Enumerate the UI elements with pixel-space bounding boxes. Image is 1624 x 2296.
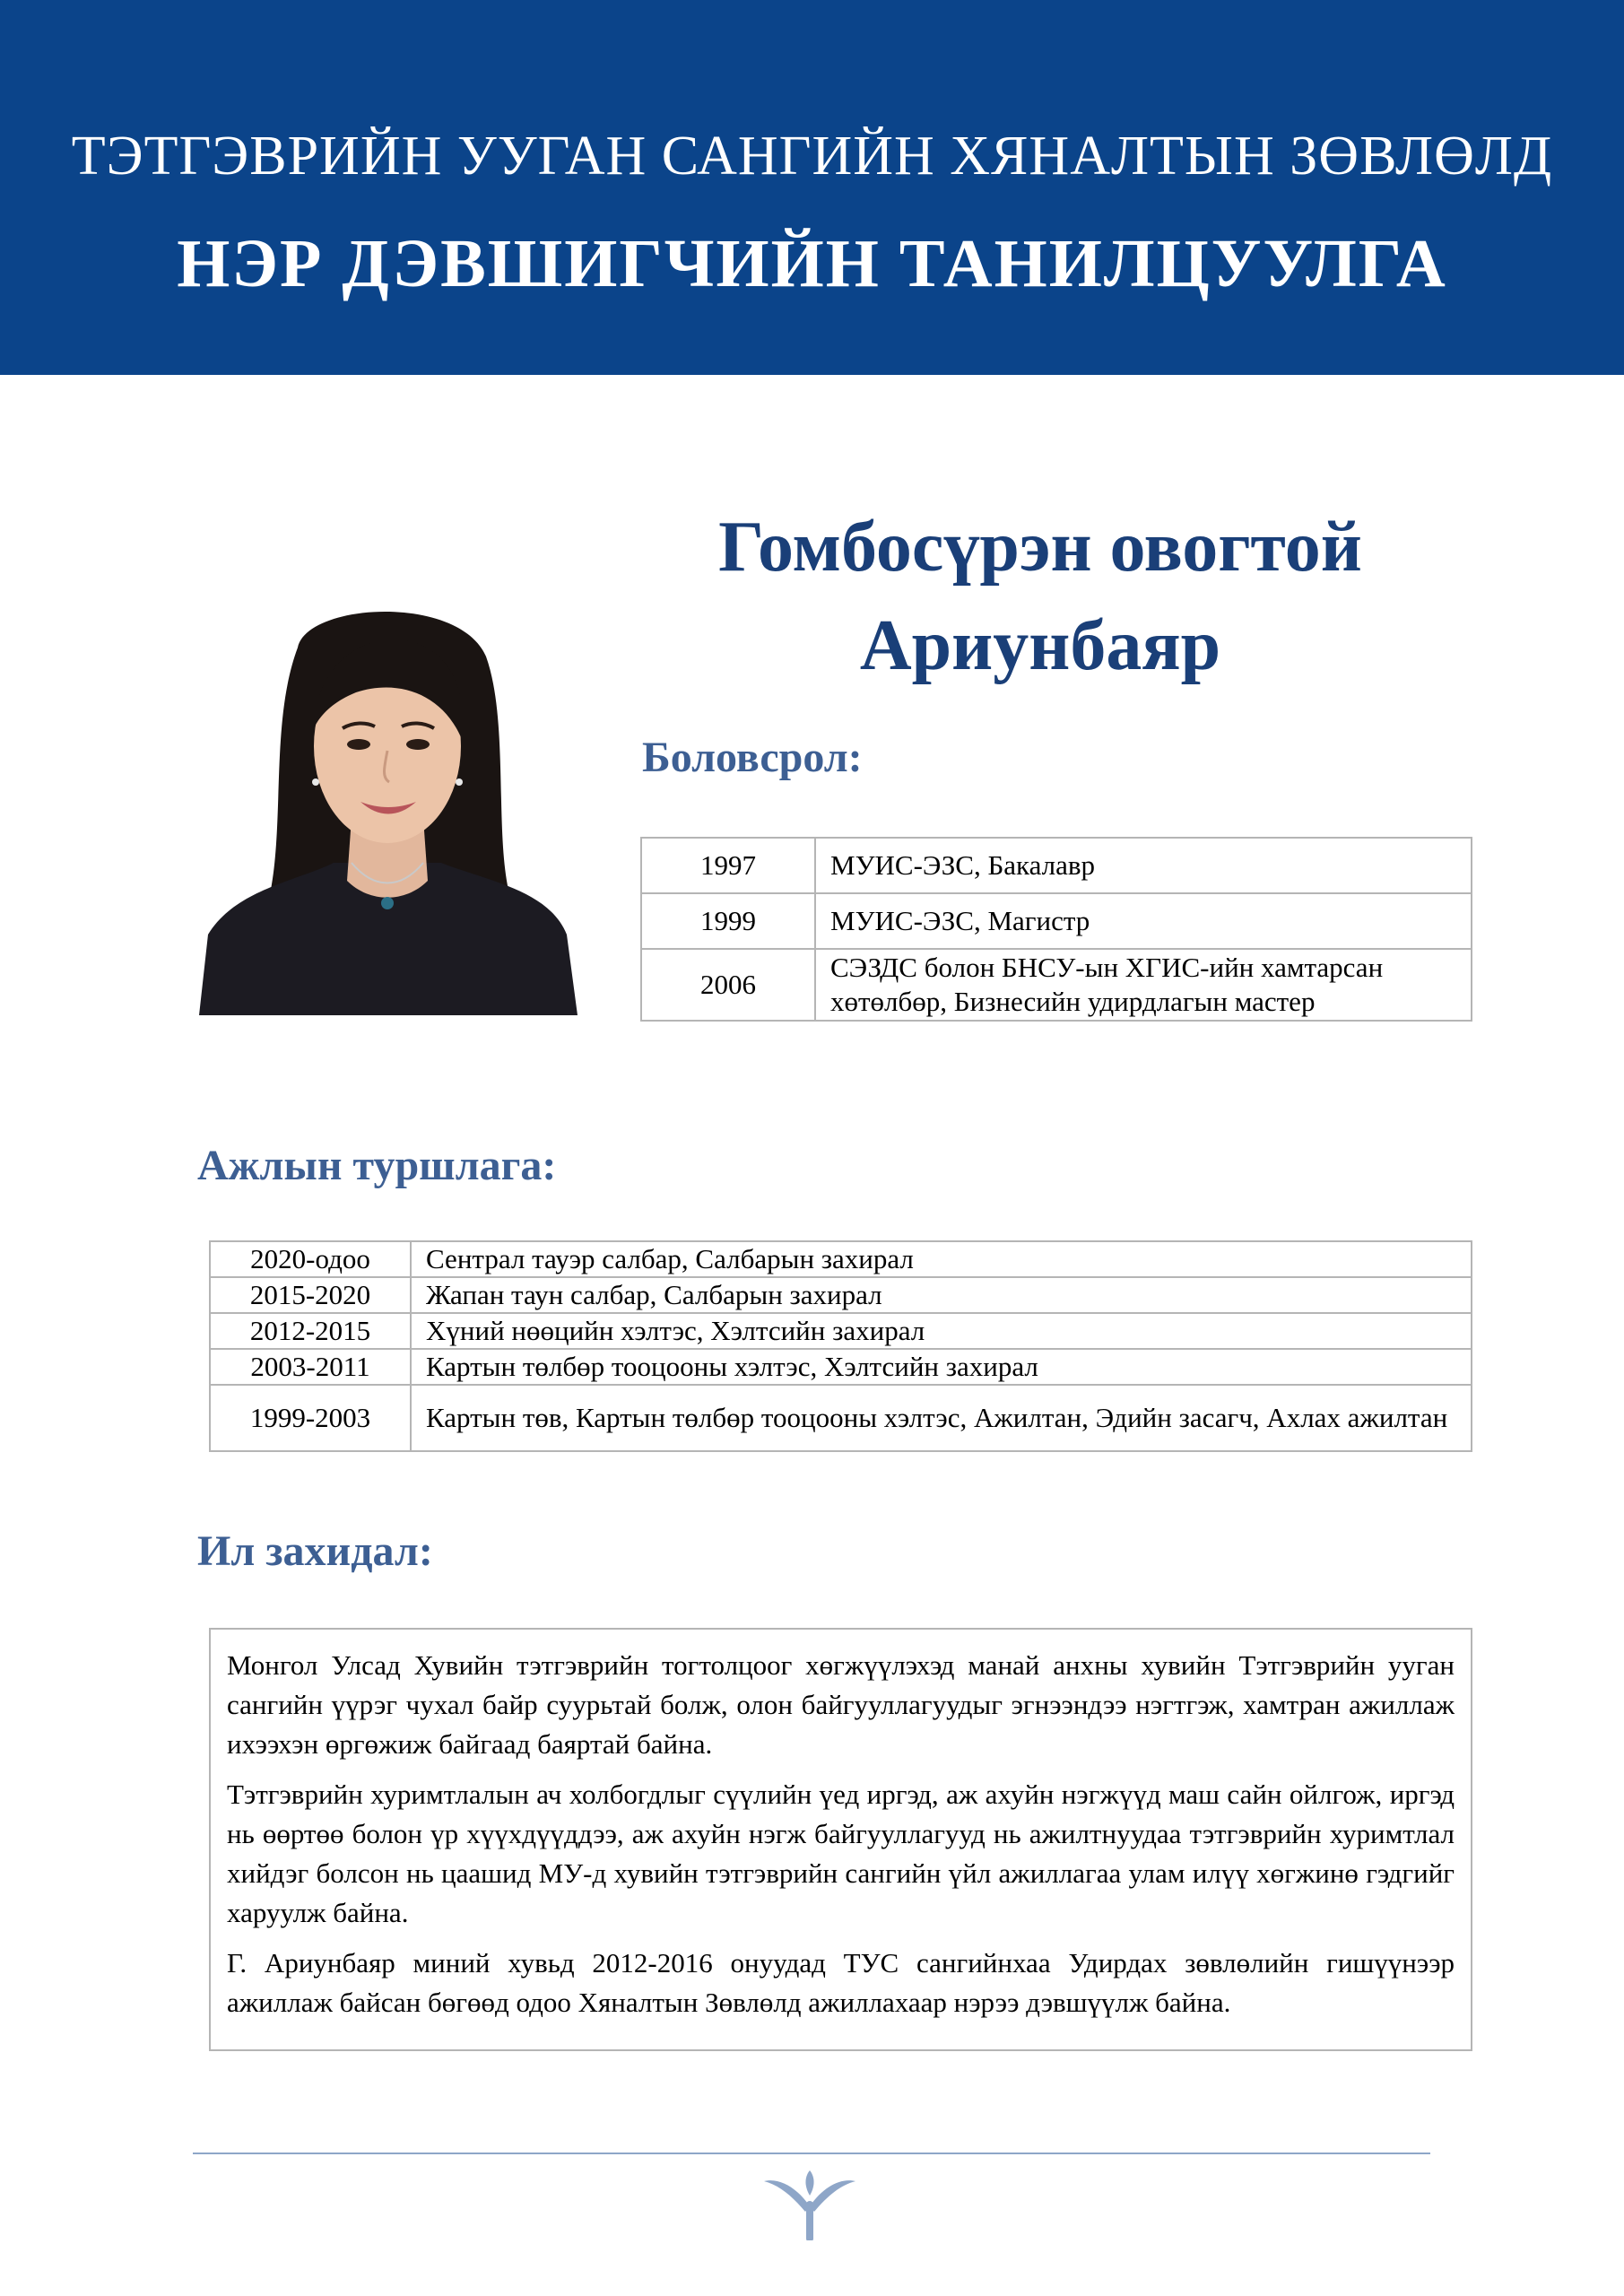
sprout-logo-icon <box>760 2169 859 2240</box>
education-title: Боловсрол: <box>642 734 863 781</box>
header-line-1: ТЭТГЭВРИЙН УУГАН САНГИЙН ХЯНАЛТЫН ЗӨВЛӨЛД <box>71 126 1553 187</box>
table-row <box>641 949 1472 1021</box>
education-year: 1999 <box>641 893 815 949</box>
work-year: 2012-2015 <box>210 1313 411 1349</box>
candidate-name-line-2: Ариунбаяр <box>859 606 1221 685</box>
table-row <box>210 1313 1472 1349</box>
footer-logo <box>760 2169 859 2240</box>
work-title: Ажлын туршлага: <box>197 1142 557 1189</box>
work-desc: Сентрал тауэр салбар, Салбарын захирал <box>411 1241 1472 1277</box>
work-year: 2020-одоо <box>210 1241 411 1277</box>
education-desc: МУИС-ЭЗС, Магистр <box>815 893 1472 949</box>
work-desc: Хүний нөөцийн хэлтэс, Хэлтсийн захирал <box>411 1313 1472 1349</box>
education-desc: СЭЗДС болон БНСУ-ын ХГИС-ийн хамтарсан хөтөлбөр, Бизнесийн удирдлагын мастер <box>815 949 1472 1021</box>
footer-divider <box>193 2152 1430 2154</box>
work-desc: Жапан таун салбар, Салбарын захирал <box>411 1277 1472 1313</box>
portrait-icon <box>199 594 578 1015</box>
work-year: 2003-2011 <box>210 1349 411 1385</box>
letter-title: Ил захидал: <box>197 1527 433 1575</box>
table-row <box>210 1241 1472 1277</box>
table-row <box>210 1385 1472 1451</box>
letter-box <box>209 1628 1472 2051</box>
work-desc: Картын төв, Картын төлбөр тооцооны хэлтэс, Ажилтан, Эдийн засагч, Ахлах ажилтан <box>411 1385 1472 1451</box>
letter-paragraph: Г. Ариунбаяр миний хувьд 2012-2016 онуудад ТУС сангийнхаа Удирдах зөвлөлийн гишүүнээр ажиллаж байсан бөгөөд одоо Хяналтын Зөвлөлд ажиллахаар нэрээ дэвшүүлж байна. <box>227 1947 1455 2018</box>
header-line-2: НЭР ДЭВШИГЧИЙН ТАНИЛЦУУЛГА <box>177 226 1447 301</box>
candidate-name-line-1: Гомбосүрэн овогтой <box>718 508 1362 587</box>
work-year: 2015-2020 <box>210 1277 411 1313</box>
education-table <box>640 837 1472 1022</box>
education-year: 1997 <box>641 838 815 893</box>
table-row <box>641 893 1472 949</box>
table-row <box>210 1277 1472 1313</box>
candidate-name <box>646 498 1435 695</box>
work-year: 1999-2003 <box>210 1385 411 1451</box>
header-banner <box>0 0 1624 375</box>
work-desc: Картын төлбөр тооцооны хэлтэс, Хэлтсийн захирал <box>411 1349 1472 1385</box>
education-year: 2006 <box>641 949 815 1021</box>
education-desc: МУИС-ЭЗС, Бакалавр <box>815 838 1472 893</box>
table-row <box>210 1349 1472 1385</box>
table-row <box>641 838 1472 893</box>
letter-paragraph: Тэтгэврийн хуримтлалын ач холбогдлыг сүүлийн үед иргэд, аж ахуйн нэгжүүд маш сайн ойлгож, иргэд нь өөртөө болон үр хүүхдүүддээ, аж ахуйн нэгж байгууллагууд нь ажилтнуудаа тэтгэврийн хуримтлал хийдэг болсон нь цаашид МУ-д хувийн тэтгэврийн сангийн үйл ажиллагаа улам илүү хөгжинө гэдгийг харуулж байна. <box>227 1779 1455 1928</box>
letter-paragraph: Монгол Улсад Хувийн тэтгэврийн тогтолцоог хөгжүүлэхэд манай анхны хувийн Тэтгэврийн ууган сангийн үүрэг чухал байр суурьтай болж, олон байгууллагуудыг эгнээндээ нэгтгэж, хамтран ажиллаж ихээхэн өргөжиж байгаад баяртай байна. <box>227 1649 1455 1760</box>
work-table <box>209 1240 1472 1452</box>
candidate-photo <box>199 594 578 1015</box>
